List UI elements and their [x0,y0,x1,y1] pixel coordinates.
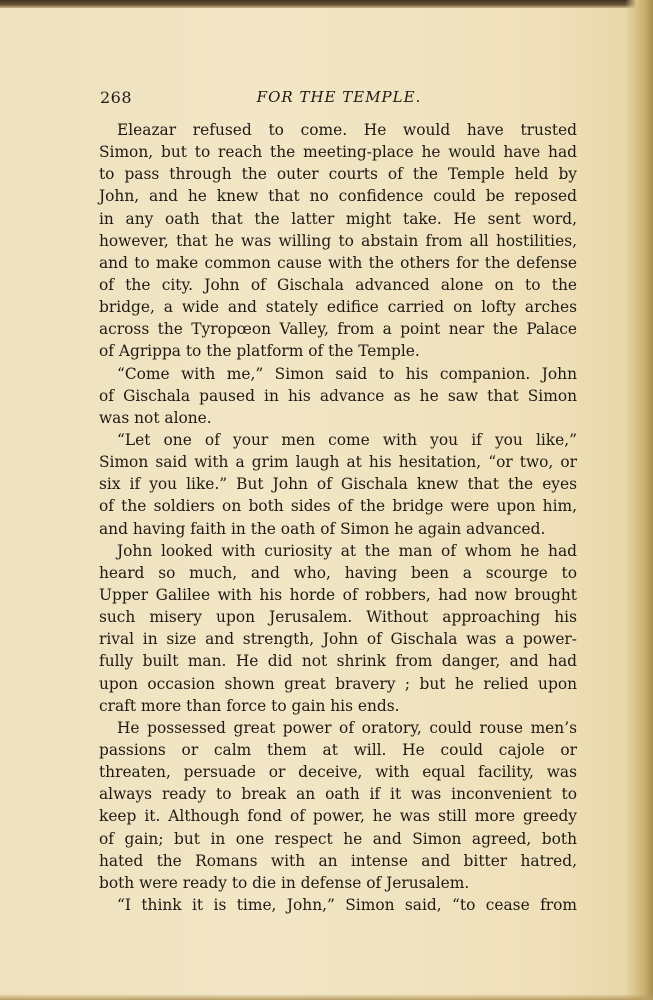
text-line: “Let one of your men come with you if you like,” [117,430,577,449]
page-header [100,88,578,112]
text-line: and having faith in the oath of Simon he again advanced. [99,519,546,538]
text-line: “Come with me,” Simon said to his companion. John [117,364,577,383]
text-line: six if you like.” But John of Gischala knew that the eyes [99,475,577,494]
text-line: of gain; but in one respect he and Simon agreed, both [99,829,577,848]
page-number: 268 [100,88,133,107]
text-line: Upper Galilee with his horde of robbers, had now brought [99,585,577,604]
text-line: Simon said with a grim laugh at his hesitation, “or two, or [99,453,577,472]
text-line: threaten, persuade or deceive, with equal facility, was [99,763,577,782]
running-title: FOR THE TEMPLE. [256,88,422,106]
text-line: upon occasion shown great bravery ; but he relied upon [99,674,577,693]
text-line: of Agrippa to the platform of the Temple. [99,342,420,361]
text-line: such misery upon Jerusalem. Without approaching his [99,608,577,627]
text-line: always ready to break an oath if it was inconvenient to [99,785,577,804]
page-right-edge [625,0,653,1000]
text-line: “I think it is time, John,” Simon said, “to cease from [117,895,577,914]
text-line: craft more than force to gain his ends. [99,696,400,715]
text-line: He possessed great power of oratory, could rouse men’s [117,718,577,737]
text-line: heard so much, and who, having been a scourge to [99,563,577,582]
text-line: hated the Romans with an intense and bitter hatred, [99,851,577,870]
text-line: and to make common cause with the others for the defense [99,253,577,272]
text-line: John, and he knew that no confidence could be reposed [99,187,577,206]
text-line: of the soldiers on both sides of the bridge were upon him, [99,497,577,516]
text-line: across the Tyropœon Valley, from a point near the Palace [99,320,577,339]
text-line: however, that he was willing to abstain from all hostilities, [99,231,577,250]
page-bottom-edge [0,994,653,1000]
text-line: John looked with curiosity at the man of whom he had [117,541,577,560]
text-line: Eleazar refused to come. He would have trusted [117,121,577,139]
text-line: passions or calm them at will. He could cajole or [99,740,577,759]
text-line: keep it. Although fond of power, he was still more greedy [99,807,577,826]
text-line: of Gischala paused in his advance as he saw that Simon [99,386,577,405]
text-line: in any oath that the latter might take. He sent word, [99,209,577,228]
page-top-edge [0,0,653,8]
text-line: bridge, a wide and stately edifice carried on lofty arches [99,298,577,317]
body-text [99,119,577,916]
text-line: fully built man. He did not shrink from danger, and had [99,652,577,671]
text-line: to pass through the outer courts of the Temple held by [99,165,577,184]
text-line: was not alone. [99,408,212,427]
text-line: of the city. John of Gischala advanced alone on to the [99,275,577,294]
text-line: both were ready to die in defense of Jerusalem. [99,873,470,892]
text-line: rival in size and strength, John of Gischala was a power- [99,630,577,649]
text-line: Simon, but to reach the meeting-place he would have had [99,143,577,162]
